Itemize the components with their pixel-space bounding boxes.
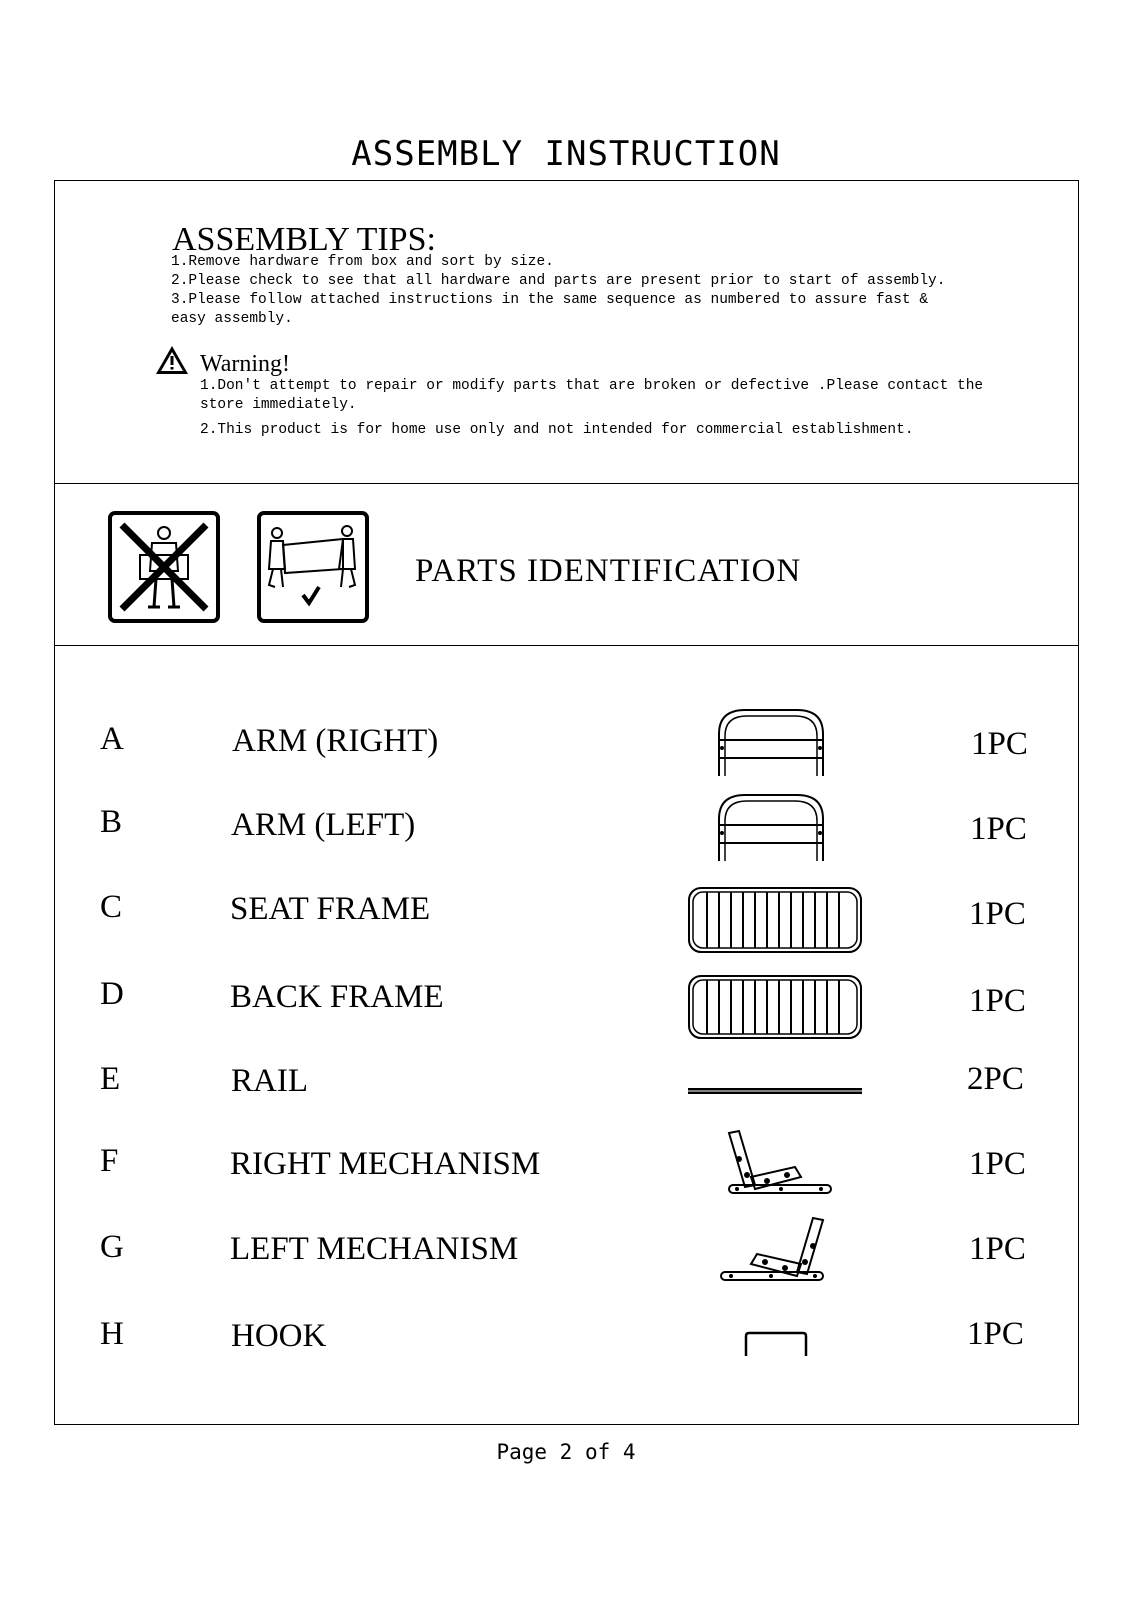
tip-item: 2.Please check to see that all hardware and parts are present prior to start of assembly. [171,273,946,289]
part-quantity: 2PC [967,1061,1024,1097]
tips-heading: ASSEMBLY TIPS: [172,221,436,258]
part-letter: G [100,1229,124,1265]
part-name: ARM (RIGHT) [232,723,439,759]
part-letter: E [100,1061,121,1097]
tip-item: easy assembly. [171,311,293,327]
part-letter: B [100,804,123,840]
part-letter: C [100,889,123,925]
part-name: BACK FRAME [230,979,444,1015]
part-quantity: 1PC [969,896,1026,932]
warning-heading: Warning! [200,351,291,377]
left-mechanism-icon [717,1216,827,1286]
warning-triangle-icon [155,345,189,375]
warning-item: 1.Don't attempt to repair or modify parts that are broken or defective .Please contact the [200,378,984,394]
right-mechanism-icon [725,1129,835,1199]
page-number: Page 2 of 4 [496,1440,636,1464]
back-frame-icon [687,974,863,1040]
seat-frame-icon [687,886,863,954]
part-letter: D [100,976,124,1012]
warning-item: store immediately. [200,397,357,413]
tip-item: 1.Remove hardware from box and sort by size. [171,254,554,270]
part-letter: F [100,1143,119,1179]
part-quantity: 1PC [969,1146,1026,1182]
tip-item: 3.Please follow attached instructions in the same sequence as numbered to assure fast & [171,292,929,308]
no-single-lift-icon [108,511,220,623]
part-name: RIGHT MECHANISM [230,1146,541,1182]
part-letter: A [100,721,124,757]
page-title: ASSEMBLY INSTRUCTION [351,134,781,174]
part-quantity: 1PC [969,1231,1026,1267]
section-divider [55,483,1078,484]
part-quantity: 1PC [970,811,1027,847]
instruction-frame [54,180,1079,1425]
rail-icon [687,1086,863,1096]
warning-item: 2.This product is for home use only and not intended for commercial establishment. [200,422,914,438]
part-name: ARM (LEFT) [231,807,416,843]
part-quantity: 1PC [969,983,1026,1019]
section-divider [55,645,1078,646]
arm-icon [715,791,827,863]
part-letter: H [100,1316,124,1352]
part-name: HOOK [231,1318,327,1354]
parts-heading: PARTS IDENTIFICATION [415,553,802,589]
part-name: SEAT FRAME [230,891,431,927]
part-quantity: 1PC [967,1316,1024,1352]
part-name: LEFT MECHANISM [230,1231,519,1267]
two-person-lift-icon [257,511,369,623]
part-name: RAIL [231,1063,308,1099]
arm-icon [715,706,827,778]
part-quantity: 1PC [971,726,1028,762]
hook-icon [743,1331,809,1357]
